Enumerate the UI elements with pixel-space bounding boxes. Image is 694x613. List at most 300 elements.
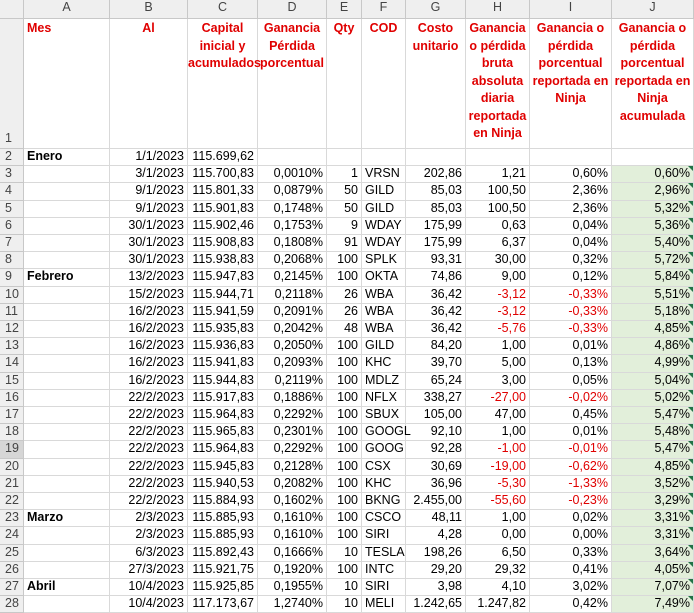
cell-capital[interactable]: 115.964,83 xyxy=(188,407,258,424)
cell-date[interactable]: 30/1/2023 xyxy=(110,252,188,269)
cell-unit-cost[interactable]: 85,03 xyxy=(406,201,466,218)
cell-gain-loss-percent[interactable]: 0,2301% xyxy=(258,424,327,441)
cell-percent-gain-loss[interactable]: -0,62% xyxy=(530,459,612,476)
cell-gross-gain-loss[interactable]: 3,00 xyxy=(466,373,530,390)
column-header-c[interactable]: C xyxy=(188,0,258,19)
row-header[interactable]: 25 xyxy=(0,545,24,562)
header-gross-gain-loss[interactable]: Ganancia o pérdida bruta absoluta diaria reportada en Ninja xyxy=(466,19,530,149)
cell-code[interactable]: NFLX xyxy=(362,390,406,407)
cell-unit-cost[interactable]: 39,70 xyxy=(406,355,466,372)
cell-unit-cost[interactable]: 36,42 xyxy=(406,321,466,338)
cell-qty[interactable]: 10 xyxy=(327,596,362,613)
cell-gain-loss-percent[interactable]: 0,2093% xyxy=(258,355,327,372)
cell-percent-gain-loss[interactable]: 0,04% xyxy=(530,235,612,252)
cell-unit-cost[interactable]: 202,86 xyxy=(406,166,466,183)
cell-month[interactable] xyxy=(24,355,110,372)
cell-code[interactable]: INTC xyxy=(362,562,406,579)
cell-code[interactable]: OKTA xyxy=(362,269,406,286)
cell-gain-loss-percent[interactable]: 0,1666% xyxy=(258,545,327,562)
row-header[interactable]: 7 xyxy=(0,235,24,252)
cell-date[interactable]: 2/3/2023 xyxy=(110,510,188,527)
cell-gross-gain-loss[interactable]: -27,00 xyxy=(466,390,530,407)
cell-capital[interactable]: 115.917,83 xyxy=(188,390,258,407)
cell-unit-cost[interactable]: 92,10 xyxy=(406,424,466,441)
header-code[interactable]: COD xyxy=(362,19,406,149)
row-header[interactable]: 9 xyxy=(0,269,24,286)
cell-gain-loss-percent[interactable]: 0,1886% xyxy=(258,390,327,407)
cell-percent-gain-loss[interactable]: 0,45% xyxy=(530,407,612,424)
cell-code[interactable]: CSX xyxy=(362,459,406,476)
cell-date[interactable]: 16/2/2023 xyxy=(110,338,188,355)
cell-code[interactable]: CSCO xyxy=(362,510,406,527)
cell-accumulated-percent[interactable]: 5,48% xyxy=(612,424,694,441)
cell-date[interactable]: 15/2/2023 xyxy=(110,287,188,304)
column-header-g[interactable]: G xyxy=(406,0,466,19)
cell-qty[interactable]: 100 xyxy=(327,390,362,407)
row-header[interactable]: 4 xyxy=(0,183,24,200)
cell-month[interactable] xyxy=(24,562,110,579)
cell-qty[interactable]: 100 xyxy=(327,562,362,579)
cell-capital[interactable]: 115.892,43 xyxy=(188,545,258,562)
cell-gain-loss-percent[interactable]: 0,2145% xyxy=(258,269,327,286)
cell-accumulated-percent[interactable]: 4,86% xyxy=(612,338,694,355)
row-header[interactable]: 26 xyxy=(0,562,24,579)
cell-month[interactable] xyxy=(24,390,110,407)
cell-gain-loss-percent[interactable]: 0,1753% xyxy=(258,218,327,235)
cell-accumulated-percent[interactable]: 3,64% xyxy=(612,545,694,562)
cell-date[interactable]: 30/1/2023 xyxy=(110,235,188,252)
row-header[interactable]: 27 xyxy=(0,579,24,596)
cell-month[interactable]: Febrero xyxy=(24,269,110,286)
cell-gross-gain-loss[interactable]: -3,12 xyxy=(466,304,530,321)
cell-date[interactable]: 22/2/2023 xyxy=(110,441,188,458)
cell-percent-gain-loss[interactable]: -0,23% xyxy=(530,493,612,510)
cell-gross-gain-loss[interactable]: 0,00 xyxy=(466,527,530,544)
cell-code[interactable]: KHC xyxy=(362,476,406,493)
select-all-corner[interactable] xyxy=(0,0,24,19)
cell-month[interactable] xyxy=(24,476,110,493)
cell-unit-cost[interactable]: 338,27 xyxy=(406,390,466,407)
cell-qty[interactable]: 48 xyxy=(327,321,362,338)
header-accumulated-percent[interactable]: Ganancia o pérdida porcentual reportada en Ninja acumulada xyxy=(612,19,694,149)
column-header-h[interactable]: H xyxy=(466,0,530,19)
cell-month[interactable] xyxy=(24,545,110,562)
cell-unit-cost[interactable]: 93,31 xyxy=(406,252,466,269)
cell-accumulated-percent[interactable]: 2,96% xyxy=(612,183,694,200)
cell-month[interactable] xyxy=(24,424,110,441)
cell-date[interactable]: 22/2/2023 xyxy=(110,407,188,424)
cell-code[interactable]: SIRI xyxy=(362,579,406,596)
cell-unit-cost[interactable]: 85,03 xyxy=(406,183,466,200)
cell-qty[interactable]: 100 xyxy=(327,407,362,424)
cell-gross-gain-loss[interactable]: 1,21 xyxy=(466,166,530,183)
cell-code[interactable]: GOOG xyxy=(362,441,406,458)
cell-date[interactable]: 22/2/2023 xyxy=(110,424,188,441)
cell-gross-gain-loss[interactable]: 1,00 xyxy=(466,338,530,355)
cell-qty[interactable]: 100 xyxy=(327,338,362,355)
cell-percent-gain-loss[interactable]: -0,02% xyxy=(530,390,612,407)
cell-capital[interactable]: 115.700,83 xyxy=(188,166,258,183)
cell-qty[interactable] xyxy=(327,149,362,166)
cell-percent-gain-loss[interactable]: -0,01% xyxy=(530,441,612,458)
cell-code[interactable]: MDLZ xyxy=(362,373,406,390)
cell-gross-gain-loss[interactable] xyxy=(466,149,530,166)
cell-gain-loss-percent[interactable]: 0,2050% xyxy=(258,338,327,355)
cell-accumulated-percent[interactable] xyxy=(612,149,694,166)
cell-code[interactable]: WBA xyxy=(362,287,406,304)
cell-accumulated-percent[interactable]: 5,32% xyxy=(612,201,694,218)
cell-month[interactable] xyxy=(24,407,110,424)
cell-percent-gain-loss[interactable]: 2,36% xyxy=(530,201,612,218)
cell-gain-loss-percent[interactable] xyxy=(258,149,327,166)
cell-date[interactable]: 1/1/2023 xyxy=(110,149,188,166)
cell-date[interactable]: 16/2/2023 xyxy=(110,321,188,338)
cell-date[interactable]: 22/2/2023 xyxy=(110,390,188,407)
cell-capital[interactable]: 117.173,67 xyxy=(188,596,258,613)
cell-date[interactable]: 27/3/2023 xyxy=(110,562,188,579)
cell-qty[interactable]: 100 xyxy=(327,441,362,458)
cell-gain-loss-percent[interactable]: 0,1610% xyxy=(258,527,327,544)
cell-date[interactable]: 16/2/2023 xyxy=(110,355,188,372)
row-header[interactable]: 20 xyxy=(0,459,24,476)
cell-month[interactable]: Enero xyxy=(24,149,110,166)
cell-capital[interactable]: 115.944,83 xyxy=(188,373,258,390)
cell-code[interactable]: TESLA xyxy=(362,545,406,562)
cell-unit-cost[interactable]: 92,28 xyxy=(406,441,466,458)
cell-month[interactable] xyxy=(24,596,110,613)
row-header[interactable]: 13 xyxy=(0,338,24,355)
cell-gross-gain-loss[interactable]: 6,37 xyxy=(466,235,530,252)
header-gain-loss-percent[interactable]: Ganancia Pérdida porcentual xyxy=(258,19,327,149)
cell-date[interactable]: 22/2/2023 xyxy=(110,493,188,510)
cell-unit-cost[interactable]: 198,26 xyxy=(406,545,466,562)
cell-code[interactable]: WDAY xyxy=(362,218,406,235)
cell-gain-loss-percent[interactable]: 0,1610% xyxy=(258,510,327,527)
cell-percent-gain-loss[interactable] xyxy=(530,149,612,166)
cell-qty[interactable]: 100 xyxy=(327,493,362,510)
cell-gain-loss-percent[interactable]: 0,1602% xyxy=(258,493,327,510)
header-date[interactable]: Al xyxy=(110,19,188,149)
cell-code[interactable]: VRSN xyxy=(362,166,406,183)
cell-accumulated-percent[interactable]: 3,31% xyxy=(612,510,694,527)
cell-gross-gain-loss[interactable]: 1,00 xyxy=(466,424,530,441)
cell-accumulated-percent[interactable]: 4,99% xyxy=(612,355,694,372)
cell-accumulated-percent[interactable]: 3,31% xyxy=(612,527,694,544)
cell-month[interactable] xyxy=(24,441,110,458)
header-unit-cost[interactable]: Costo unitario xyxy=(406,19,466,149)
cell-gain-loss-percent[interactable]: 0,1920% xyxy=(258,562,327,579)
column-header-e[interactable]: E xyxy=(327,0,362,19)
cell-accumulated-percent[interactable]: 4,85% xyxy=(612,459,694,476)
cell-month[interactable] xyxy=(24,166,110,183)
row-header[interactable]: 1 xyxy=(0,19,24,149)
cell-percent-gain-loss[interactable]: -0,33% xyxy=(530,304,612,321)
cell-accumulated-percent[interactable]: 5,51% xyxy=(612,287,694,304)
cell-qty[interactable]: 100 xyxy=(327,424,362,441)
cell-qty[interactable]: 50 xyxy=(327,183,362,200)
cell-gain-loss-percent[interactable]: 1,2740% xyxy=(258,596,327,613)
cell-capital[interactable]: 115.921,75 xyxy=(188,562,258,579)
cell-gain-loss-percent[interactable]: 0,2091% xyxy=(258,304,327,321)
cell-gross-gain-loss[interactable]: 29,32 xyxy=(466,562,530,579)
cell-unit-cost[interactable]: 2.455,00 xyxy=(406,493,466,510)
cell-code[interactable]: GILD xyxy=(362,183,406,200)
cell-gain-loss-percent[interactable]: 0,2082% xyxy=(258,476,327,493)
cell-gross-gain-loss[interactable]: 100,50 xyxy=(466,201,530,218)
cell-qty[interactable]: 1 xyxy=(327,166,362,183)
column-header-a[interactable]: A xyxy=(24,0,110,19)
cell-percent-gain-loss[interactable]: 0,05% xyxy=(530,373,612,390)
cell-date[interactable]: 10/4/2023 xyxy=(110,579,188,596)
row-header[interactable]: 23 xyxy=(0,510,24,527)
row-header[interactable]: 2 xyxy=(0,149,24,166)
cell-month[interactable] xyxy=(24,493,110,510)
cell-unit-cost[interactable]: 29,20 xyxy=(406,562,466,579)
row-header[interactable]: 14 xyxy=(0,355,24,372)
cell-code[interactable]: SPLK xyxy=(362,252,406,269)
cell-unit-cost[interactable]: 175,99 xyxy=(406,235,466,252)
cell-qty[interactable]: 100 xyxy=(327,355,362,372)
cell-code[interactable]: BKNG xyxy=(362,493,406,510)
cell-accumulated-percent[interactable]: 5,47% xyxy=(612,407,694,424)
cell-unit-cost[interactable]: 30,69 xyxy=(406,459,466,476)
cell-qty[interactable]: 100 xyxy=(327,527,362,544)
column-header-b[interactable]: B xyxy=(110,0,188,19)
cell-percent-gain-loss[interactable]: 0,04% xyxy=(530,218,612,235)
cell-month[interactable] xyxy=(24,287,110,304)
cell-percent-gain-loss[interactable]: 0,42% xyxy=(530,596,612,613)
cell-qty[interactable]: 10 xyxy=(327,545,362,562)
cell-code[interactable]: SBUX xyxy=(362,407,406,424)
cell-unit-cost[interactable]: 48,11 xyxy=(406,510,466,527)
cell-percent-gain-loss[interactable]: 0,02% xyxy=(530,510,612,527)
cell-unit-cost[interactable]: 175,99 xyxy=(406,218,466,235)
cell-unit-cost[interactable]: 36,96 xyxy=(406,476,466,493)
cell-unit-cost[interactable]: 4,28 xyxy=(406,527,466,544)
cell-capital[interactable]: 115.941,59 xyxy=(188,304,258,321)
cell-capital[interactable]: 115.884,93 xyxy=(188,493,258,510)
cell-percent-gain-loss[interactable]: 2,36% xyxy=(530,183,612,200)
row-header[interactable]: 12 xyxy=(0,321,24,338)
cell-percent-gain-loss[interactable]: 0,13% xyxy=(530,355,612,372)
cell-gain-loss-percent[interactable]: 0,0879% xyxy=(258,183,327,200)
cell-gain-loss-percent[interactable]: 0,1748% xyxy=(258,201,327,218)
cell-unit-cost[interactable]: 74,86 xyxy=(406,269,466,286)
cell-capital[interactable]: 115.947,83 xyxy=(188,269,258,286)
cell-date[interactable]: 9/1/2023 xyxy=(110,183,188,200)
cell-percent-gain-loss[interactable]: 0,00% xyxy=(530,527,612,544)
cell-capital[interactable]: 115.925,85 xyxy=(188,579,258,596)
cell-accumulated-percent[interactable]: 7,49% xyxy=(612,596,694,613)
cell-percent-gain-loss[interactable]: 0,12% xyxy=(530,269,612,286)
column-header-j[interactable]: J xyxy=(612,0,694,19)
column-header-d[interactable]: D xyxy=(258,0,327,19)
row-header[interactable]: 18 xyxy=(0,424,24,441)
cell-unit-cost[interactable]: 105,00 xyxy=(406,407,466,424)
cell-code[interactable]: SIRI xyxy=(362,527,406,544)
cell-accumulated-percent[interactable]: 0,60% xyxy=(612,166,694,183)
cell-percent-gain-loss[interactable]: 0,33% xyxy=(530,545,612,562)
cell-capital[interactable]: 115.885,93 xyxy=(188,527,258,544)
cell-gross-gain-loss[interactable]: 6,50 xyxy=(466,545,530,562)
cell-gain-loss-percent[interactable]: 0,2068% xyxy=(258,252,327,269)
cell-month[interactable] xyxy=(24,459,110,476)
cell-date[interactable]: 13/2/2023 xyxy=(110,269,188,286)
row-header[interactable]: 10 xyxy=(0,287,24,304)
cell-gross-gain-loss[interactable]: 5,00 xyxy=(466,355,530,372)
header-percent-gain-loss[interactable]: Ganancia o pérdida porcentual reportada en Ninja xyxy=(530,19,612,149)
row-header[interactable]: 17 xyxy=(0,407,24,424)
cell-date[interactable]: 16/2/2023 xyxy=(110,373,188,390)
row-header[interactable]: 11 xyxy=(0,304,24,321)
cell-percent-gain-loss[interactable]: 3,02% xyxy=(530,579,612,596)
cell-percent-gain-loss[interactable]: 0,01% xyxy=(530,338,612,355)
cell-capital[interactable]: 115.964,83 xyxy=(188,441,258,458)
cell-percent-gain-loss[interactable]: -1,33% xyxy=(530,476,612,493)
cell-percent-gain-loss[interactable]: -0,33% xyxy=(530,321,612,338)
cell-qty[interactable]: 26 xyxy=(327,304,362,321)
cell-gain-loss-percent[interactable]: 0,1808% xyxy=(258,235,327,252)
cell-gross-gain-loss[interactable]: -5,30 xyxy=(466,476,530,493)
cell-percent-gain-loss[interactable]: 0,41% xyxy=(530,562,612,579)
cell-gross-gain-loss[interactable]: 9,00 xyxy=(466,269,530,286)
cell-month[interactable] xyxy=(24,235,110,252)
header-capital[interactable]: Capital inicial y acumulados xyxy=(188,19,258,149)
cell-unit-cost[interactable] xyxy=(406,149,466,166)
cell-month[interactable] xyxy=(24,252,110,269)
cell-accumulated-percent[interactable]: 4,05% xyxy=(612,562,694,579)
cell-unit-cost[interactable]: 3,98 xyxy=(406,579,466,596)
cell-code[interactable]: KHC xyxy=(362,355,406,372)
cell-percent-gain-loss[interactable]: 0,32% xyxy=(530,252,612,269)
cell-accumulated-percent[interactable]: 5,47% xyxy=(612,441,694,458)
row-header[interactable]: 16 xyxy=(0,390,24,407)
cell-code[interactable]: MELI xyxy=(362,596,406,613)
cell-capital[interactable]: 115.944,71 xyxy=(188,287,258,304)
cell-percent-gain-loss[interactable]: -0,33% xyxy=(530,287,612,304)
cell-date[interactable]: 10/4/2023 xyxy=(110,596,188,613)
cell-capital[interactable]: 115.901,83 xyxy=(188,201,258,218)
cell-qty[interactable]: 100 xyxy=(327,373,362,390)
row-header[interactable]: 24 xyxy=(0,527,24,544)
cell-gain-loss-percent[interactable]: 0,2292% xyxy=(258,441,327,458)
cell-code[interactable]: WDAY xyxy=(362,235,406,252)
cell-qty[interactable]: 50 xyxy=(327,201,362,218)
cell-gain-loss-percent[interactable]: 0,0010% xyxy=(258,166,327,183)
cell-gain-loss-percent[interactable]: 0,2118% xyxy=(258,287,327,304)
cell-month[interactable] xyxy=(24,321,110,338)
cell-month[interactable] xyxy=(24,183,110,200)
cell-gross-gain-loss[interactable]: 100,50 xyxy=(466,183,530,200)
cell-qty[interactable]: 9 xyxy=(327,218,362,235)
cell-percent-gain-loss[interactable]: 0,60% xyxy=(530,166,612,183)
row-header[interactable]: 5 xyxy=(0,201,24,218)
cell-gross-gain-loss[interactable]: 1,00 xyxy=(466,510,530,527)
cell-capital[interactable]: 115.940,53 xyxy=(188,476,258,493)
cell-unit-cost[interactable]: 36,42 xyxy=(406,287,466,304)
cell-accumulated-percent[interactable]: 5,40% xyxy=(612,235,694,252)
cell-gross-gain-loss[interactable]: 47,00 xyxy=(466,407,530,424)
header-qty[interactable]: Qty xyxy=(327,19,362,149)
cell-capital[interactable]: 115.941,83 xyxy=(188,355,258,372)
cell-gross-gain-loss[interactable]: 30,00 xyxy=(466,252,530,269)
cell-accumulated-percent[interactable]: 5,72% xyxy=(612,252,694,269)
cell-capital[interactable]: 115.902,46 xyxy=(188,218,258,235)
cell-gross-gain-loss[interactable]: 0,63 xyxy=(466,218,530,235)
cell-capital[interactable]: 115.908,83 xyxy=(188,235,258,252)
cell-date[interactable]: 3/1/2023 xyxy=(110,166,188,183)
cell-qty[interactable]: 100 xyxy=(327,269,362,286)
cell-gross-gain-loss[interactable]: -5,76 xyxy=(466,321,530,338)
cell-code[interactable]: GILD xyxy=(362,201,406,218)
cell-code[interactable]: WBA xyxy=(362,304,406,321)
cell-accumulated-percent[interactable]: 5,36% xyxy=(612,218,694,235)
cell-capital[interactable]: 115.699,62 xyxy=(188,149,258,166)
cell-date[interactable]: 6/3/2023 xyxy=(110,545,188,562)
cell-percent-gain-loss[interactable]: 0,01% xyxy=(530,424,612,441)
cell-capital[interactable]: 115.885,93 xyxy=(188,510,258,527)
cell-code[interactable]: GOOGL xyxy=(362,424,406,441)
row-header[interactable]: 28 xyxy=(0,596,24,613)
cell-gain-loss-percent[interactable]: 0,1955% xyxy=(258,579,327,596)
row-header[interactable]: 21 xyxy=(0,476,24,493)
cell-gross-gain-loss[interactable]: 1.247,82 xyxy=(466,596,530,613)
cell-date[interactable]: 30/1/2023 xyxy=(110,218,188,235)
cell-gain-loss-percent[interactable]: 0,2128% xyxy=(258,459,327,476)
cell-accumulated-percent[interactable]: 5,04% xyxy=(612,373,694,390)
cell-date[interactable]: 16/2/2023 xyxy=(110,304,188,321)
cell-qty[interactable]: 10 xyxy=(327,579,362,596)
cell-capital[interactable]: 115.945,83 xyxy=(188,459,258,476)
column-header-f[interactable]: F xyxy=(362,0,406,19)
row-header[interactable]: 3 xyxy=(0,166,24,183)
cell-gain-loss-percent[interactable]: 0,2119% xyxy=(258,373,327,390)
cell-gain-loss-percent[interactable]: 0,2042% xyxy=(258,321,327,338)
cell-unit-cost[interactable]: 36,42 xyxy=(406,304,466,321)
cell-unit-cost[interactable]: 1.242,65 xyxy=(406,596,466,613)
cell-accumulated-percent[interactable]: 4,85% xyxy=(612,321,694,338)
cell-accumulated-percent[interactable]: 7,07% xyxy=(612,579,694,596)
cell-date[interactable]: 22/2/2023 xyxy=(110,459,188,476)
row-header[interactable]: 19 xyxy=(0,441,24,458)
cell-gross-gain-loss[interactable]: -3,12 xyxy=(466,287,530,304)
cell-month[interactable] xyxy=(24,338,110,355)
row-header[interactable]: 6 xyxy=(0,218,24,235)
cell-month[interactable] xyxy=(24,527,110,544)
cell-capital[interactable]: 115.935,83 xyxy=(188,321,258,338)
cell-date[interactable]: 2/3/2023 xyxy=(110,527,188,544)
cell-gain-loss-percent[interactable]: 0,2292% xyxy=(258,407,327,424)
cell-qty[interactable]: 100 xyxy=(327,459,362,476)
cell-date[interactable]: 9/1/2023 xyxy=(110,201,188,218)
row-header[interactable]: 15 xyxy=(0,373,24,390)
cell-capital[interactable]: 115.936,83 xyxy=(188,338,258,355)
cell-month[interactable] xyxy=(24,304,110,321)
cell-month[interactable] xyxy=(24,201,110,218)
row-header[interactable]: 8 xyxy=(0,252,24,269)
cell-gross-gain-loss[interactable]: -55,60 xyxy=(466,493,530,510)
cell-unit-cost[interactable]: 84,20 xyxy=(406,338,466,355)
cell-qty[interactable]: 26 xyxy=(327,287,362,304)
cell-capital[interactable]: 115.965,83 xyxy=(188,424,258,441)
cell-code[interactable] xyxy=(362,149,406,166)
cell-code[interactable]: GILD xyxy=(362,338,406,355)
cell-capital[interactable]: 115.801,33 xyxy=(188,183,258,200)
cell-date[interactable]: 22/2/2023 xyxy=(110,476,188,493)
cell-capital[interactable]: 115.938,83 xyxy=(188,252,258,269)
cell-qty[interactable]: 100 xyxy=(327,476,362,493)
cell-accumulated-percent[interactable]: 3,29% xyxy=(612,493,694,510)
